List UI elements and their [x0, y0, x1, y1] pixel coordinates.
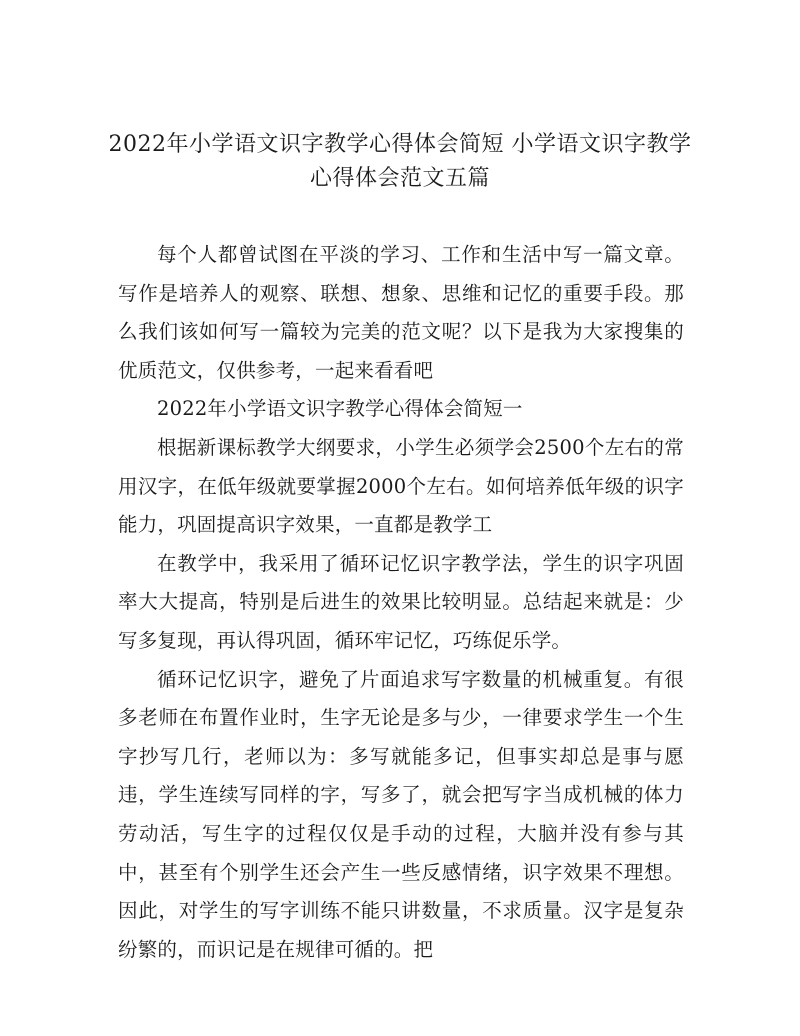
body-paragraph: 循环记忆识字，避免了片面追求写字数量的机械重复。有很多老师在布置作业时，生字无论是多与少，一律要求学生一个生字抄写几行，老师以为：多写就能多记，但事实却总是事与愿违，学生连续写同样的字，写多了，就会把写字当成机械的体力劳动活，写生字的过程仅仅是手动的过程，大脑并没有参与其中，甚至有个别学生还会产生一些反感情绪，识字效果不理想。因此，对学生的写字训练不能只讲数量，不求质量。汉字是复杂纷繁的，而识记是在规律可循的。把 — [118, 667, 684, 961]
intro-paragraph: 每个人都曾试图在平淡的学习、工作和生活中写一篇文章。写作是培养人的观察、联想、想象、思维和记忆的重要手段。那么我们该如何写一篇较为完美的范文呢？以下是我为大家搜集的优质范文，仅供参考，一起来看看吧 — [118, 243, 684, 382]
section-heading: 2022年小学语文识字教学心得体会简短一 — [157, 397, 523, 421]
document-body — [118, 236, 684, 969]
body-paragraph: 根据新课标教学大纲要求，小学生必须学会2500个左右的常用汉字，在低年级就要掌握2000个左右。如何培养低年级的识字能力，巩固提高识字效果，一直都是教学工 — [118, 435, 684, 537]
body-paragraph: 在教学中，我采用了循环记忆识字教学法，学生的识字巩固率大大提高，特别是后进生的效果比较明显。总结起来就是：少写多复现，再认得巩固，循环牢记忆，巧练促乐学。 — [118, 551, 684, 652]
document-title: 2022年小学语文识字教学心得体会简短 小学语文识字教学心得体会范文五篇 — [108, 132, 692, 191]
